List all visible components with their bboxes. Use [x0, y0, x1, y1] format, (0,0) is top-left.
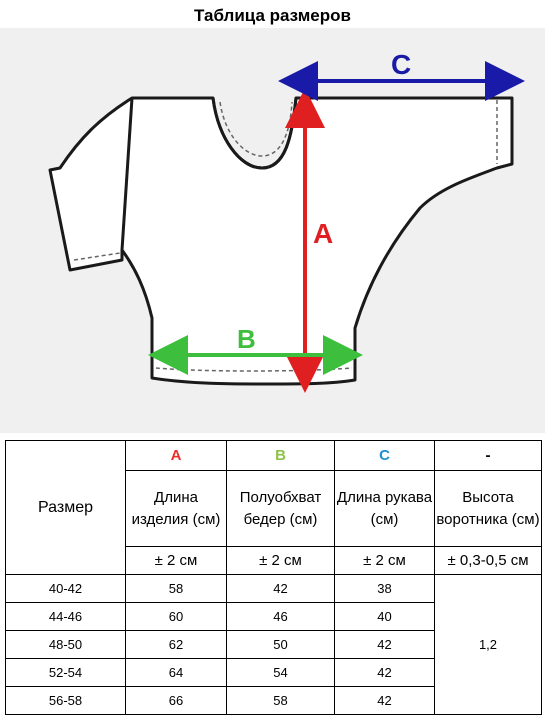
label-b: B — [237, 324, 256, 354]
collar-value: 1,2 — [435, 575, 542, 715]
row-c: 42 — [335, 687, 435, 715]
garment-svg — [0, 28, 545, 433]
size-header: Размер — [6, 441, 126, 575]
label-a: A — [313, 218, 334, 249]
col-b-name: Полуобхват бедер (см) — [227, 471, 335, 547]
row-a: 66 — [126, 687, 227, 715]
row-c: 42 — [335, 631, 435, 659]
col-d-tolerance: ± 0,3-0,5 см — [435, 547, 542, 575]
col-c-name: Длина рукава (см) — [335, 471, 435, 547]
col-a-name: Длина изделия (см) — [126, 471, 227, 547]
row-a: 58 — [126, 575, 227, 603]
row-b: 50 — [227, 631, 335, 659]
col-d-name: Высота воротника (см) — [435, 471, 542, 547]
garment-diagram — [0, 28, 545, 433]
col-c-tolerance: ± 2 см — [335, 547, 435, 575]
row-b: 54 — [227, 659, 335, 687]
row-size: 40-42 — [6, 575, 126, 603]
row-b: 58 — [227, 687, 335, 715]
row-size: 56-58 — [6, 687, 126, 715]
row-c: 40 — [335, 603, 435, 631]
col-a-letter: A — [126, 441, 227, 471]
col-a-tolerance: ± 2 см — [126, 547, 227, 575]
row-c: 42 — [335, 659, 435, 687]
col-b-tolerance: ± 2 см — [227, 547, 335, 575]
row-b: 46 — [227, 603, 335, 631]
col-d-letter: - — [435, 441, 542, 471]
row-size: 52-54 — [6, 659, 126, 687]
row-a: 64 — [126, 659, 227, 687]
col-b-letter: B — [227, 441, 335, 471]
col-c-letter: C — [335, 441, 435, 471]
row-a: 60 — [126, 603, 227, 631]
row-b: 42 — [227, 575, 335, 603]
row-c: 38 — [335, 575, 435, 603]
table-header-letters — [6, 441, 542, 471]
row-size: 44-46 — [6, 603, 126, 631]
page-title: Таблица размеров — [194, 6, 351, 25]
label-c: C — [391, 49, 412, 80]
size-table — [5, 440, 542, 715]
row-a: 62 — [126, 631, 227, 659]
garment-outline — [50, 98, 512, 384]
row-size: 48-50 — [6, 631, 126, 659]
table-row — [6, 575, 542, 603]
